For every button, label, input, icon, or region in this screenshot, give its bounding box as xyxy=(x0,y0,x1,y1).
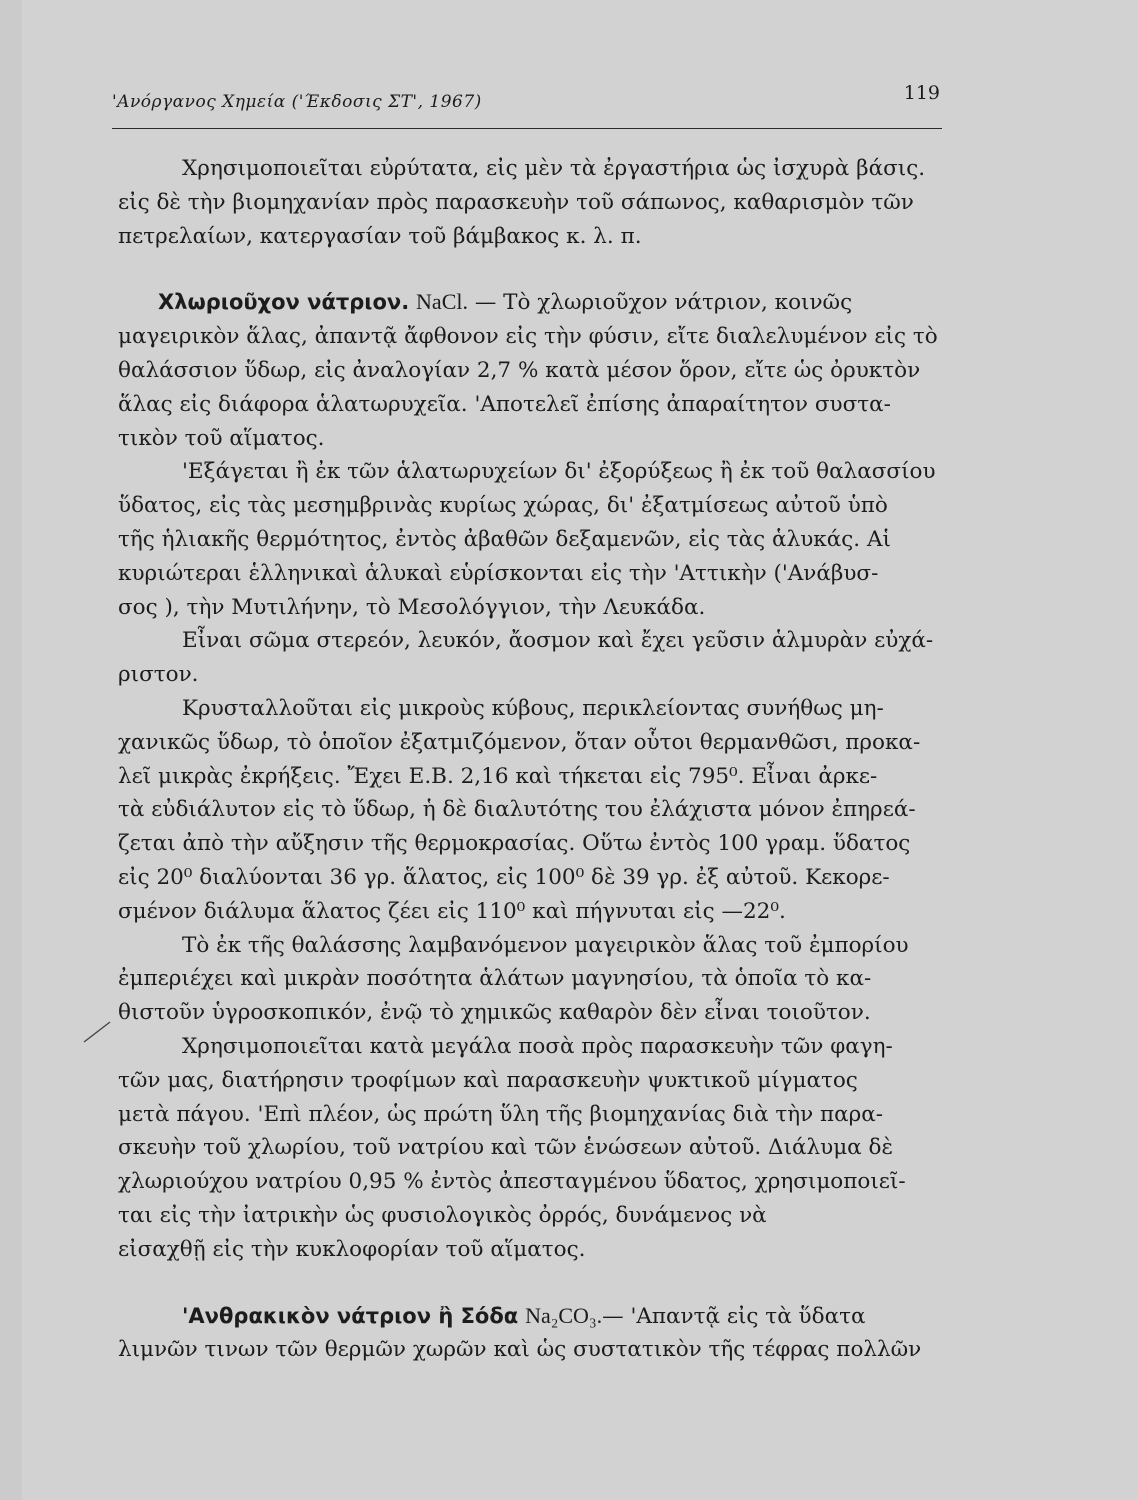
text-line: Χρησιμοποιεῖται κατὰ μεγάλα ποσὰ πρὸς παρασκευὴν τῶν φαγη- xyxy=(182,1033,893,1059)
text-line: μετὰ πάγου. 'Επὶ πλέον, ὡς πρώτη ὕλη τῆς βιομηχανίας διὰ τὴν παρα- xyxy=(118,1101,884,1127)
text-line: ἐμπεριέχει καὶ μικρὰν ποσότητα ἁλάτων μαγνησίου, τὰ ὁποῖα τὸ κα- xyxy=(118,966,872,992)
text-fragment: — Τὸ χλωριοῦχον νάτριον, κοινῶς xyxy=(468,290,853,316)
text-line: ὕδατος, εἰς τὰς μεσημβρινὰς κυρίως χώρας, δι' ἐξατμίσεως αὐτοῦ ὑπὸ xyxy=(118,493,888,519)
text-line: τὰ εὐδιάλυτον εἰς τὸ ὕδωρ, ἡ δὲ διαλυτότης του ἐλάχιστα μόνον ἐπηρεά- xyxy=(118,797,916,823)
text-line: Τὸ ἐκ τῆς θαλάσσης λαμβανόμενον μαγειρικὸν ἅλας τοῦ ἐμπορίου xyxy=(182,932,909,958)
text-line: ζεται ἀπὸ τὴν αὔξησιν τῆς θερμοκρασίας. Οὕτω ἐντὸς 100 γραμ. ὕδατος xyxy=(118,831,911,857)
body-text xyxy=(118,152,958,1367)
formula-nacl: NaCl. xyxy=(416,289,468,315)
text-line: χανικῶς ὕδωρ, τὸ ὁποῖον ἐξατμιζόμενον, ὅταν οὗτοι θερμανθῶσι, προκα- xyxy=(118,729,921,755)
text-line: ἅλας εἰς διάφορα ἁλατωρυχεῖα. 'Αποτελεῖ ἐπίσης ἀπαραίτητον συστα- xyxy=(118,391,891,417)
text-line: εἰς 20⁰ διαλύονται 36 γρ. ἅλατος, εἰς 100⁰ δὲ 39 γρ. ἐξ αὐτοῦ. Κεκορε- xyxy=(118,864,890,890)
text-line: πετρελαίων, κατεργασίαν τοῦ βάμβακος κ. λ. π. xyxy=(118,223,642,249)
text-line: τικὸν τοῦ αἵματος. xyxy=(118,425,325,451)
running-title: 'Ανόργανος Χημεία ('Έκδοσις ΣΤ', 1967) xyxy=(112,92,482,112)
text-line: εἰσαχθῇ εἰς τὴν κυκλοφορίαν τοῦ αἵματος. xyxy=(118,1236,586,1262)
text-line: σμένον διάλυμα ἅλατος ζέει εἰς 110⁰ καὶ πήγνυται εἰς —22⁰. xyxy=(118,898,786,924)
formula-soda: Na₂CO₃. xyxy=(525,1302,603,1328)
page-number: 119 xyxy=(903,82,940,104)
text-line: ριστον. xyxy=(118,662,199,688)
section-heading-line xyxy=(118,1299,958,1334)
text-line: Κρυσταλλοῦται εἰς μικροὺς κύβους, περικλείοντας συνήθως μη- xyxy=(182,695,884,721)
section-heading-soda: 'Ανθρακικὸν νάτριον ἢ Σόδα xyxy=(182,1303,519,1328)
text-line: λιμνῶν τινων τῶν θερμῶν χωρῶν καὶ ὡς συστατικὸν τῆς τέφρας πολλῶν xyxy=(118,1337,922,1363)
text-line: θαλάσσιον ὕδωρ, εἰς ἀναλογίαν 2,7 % κατὰ μέσον ὅρον, εἴτε ὡς ὀρυκτὸν xyxy=(118,357,921,383)
text-line: 'Εξάγεται ἢ ἐκ τῶν ἁλατωρυχείων δι' ἐξορύξεως ἢ ἐκ τοῦ θαλασσίου xyxy=(182,459,936,485)
text-line: εἰς δὲ τὴν βιομηχανίαν πρὸς παρασκευὴν τοῦ σάπωνος, καθαρισμὸν τῶν xyxy=(118,189,914,215)
text-line: μαγειρικὸν ἅλας, ἀπαντᾷ ἄφθονον εἰς τὴν φύσιν, εἴτε διαλελυμένον εἰς τὸ xyxy=(118,324,938,350)
section-heading-nacl: Χλωριοῦχον νάτριον. xyxy=(158,290,410,315)
section-heading-line xyxy=(118,285,958,320)
text-line: σος ), τὴν Μυτιλήνην, τὸ Μεσολόγγιον, τὴν Λευκάδα. xyxy=(118,594,706,620)
text-fragment: — 'Απαντᾷ εἰς τὰ ὕδατα xyxy=(602,1303,866,1329)
text-line: λεῖ μικρὰς ἐκρήξεις. Ἔχει Ε.Β. 2,16 καὶ τήκεται εἰς 795⁰. Εἶναι ἀρκε- xyxy=(118,763,878,789)
text-line: χλωριούχου νατρίου 0,95 % ἐντὸς ἀπεσταγμένου ὕδατος, χρησιμοποιεῖ- xyxy=(118,1169,906,1195)
pencil-margin-mark xyxy=(82,1018,112,1044)
text-line: ται εἰς τὴν ἰατρικὴν ὡς φυσιολογικὸς ὀρρός, δυνάμενος νὰ xyxy=(118,1202,767,1228)
text-line: Χρησιμοποιεῖται εὐρύτατα, εἰς μὲν τὰ ἐργαστήρια ὡς ἰσχυρὰ βάσις. xyxy=(182,156,926,181)
text-line: θιστοῦν ὑγροσκοπικόν, ἐνῷ τὸ χημικῶς καθαρὸν δὲν εἶναι τοιοῦτον. xyxy=(118,1000,871,1026)
text-line: Εἶναι σῶμα στερεόν, λευκόν, ἄοσμον καὶ ἔχει γεῦσιν ἁλμυρὰν εὐχά- xyxy=(182,628,934,654)
text-line: τῆς ἡλιακῆς θερμότητος, ἐντὸς ἀβαθῶν δεξαμενῶν, εἰς τὰς ἁλυκάς. Αἱ xyxy=(118,526,891,552)
page-edge-shadow xyxy=(0,0,22,1500)
text-line: τῶν μας, διατήρησιν τροφίμων καὶ παρασκευὴν ψυκτικοῦ μίγματος xyxy=(118,1067,858,1093)
running-head xyxy=(112,82,942,129)
text-line: σκευὴν τοῦ χλωρίου, τοῦ νατρίου καὶ τῶν ἑνώσεων αὐτοῦ. Διάλυμα δὲ xyxy=(118,1135,894,1161)
text-line: κυριώτεραι ἑλληνικαὶ ἁλυκαὶ εὑρίσκονται εἰς τὴν 'Αττικὴν ('Ανάβυσ- xyxy=(118,560,879,586)
